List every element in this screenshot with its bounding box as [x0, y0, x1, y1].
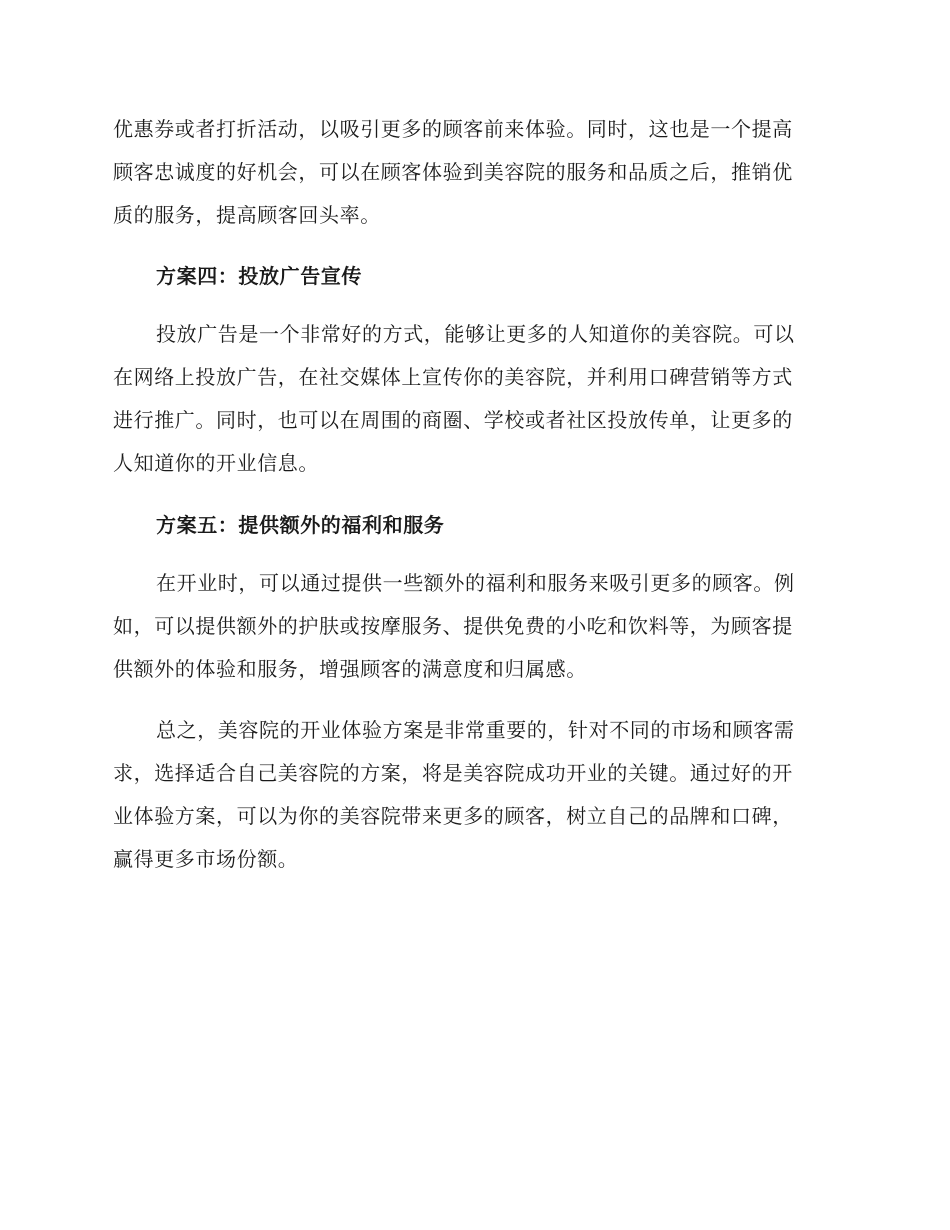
paragraph-line: 总之，美容院的开业体验方案是非常重要的，针对不同的市场和顾客需 — [156, 718, 795, 742]
heading-plan-five: 方案五：提供额外的福利和服务 — [156, 513, 445, 537]
paragraph-line: 质的服务，提高顾客回头率。 — [113, 203, 381, 227]
paragraph-line: 如，可以提供额外的护肤或按摩服务、提供免费的小吃和饮料等，为顾客提 — [113, 614, 793, 638]
paragraph-conclusion — [113, 709, 833, 881]
paragraph-line: 投放广告是一个非常好的方式，能够让更多的人知道你的美容院。可以 — [156, 322, 795, 346]
paragraph-line: 进行推广。同时，也可以在周围的商圈、学校或者社区投放传单，让更多的 — [113, 408, 793, 432]
paragraph-line: 赢得更多市场份额。 — [113, 847, 299, 871]
paragraph-line: 供额外的体验和服务，增强顾客的满意度和归属感。 — [113, 657, 587, 681]
paragraph-line: 业体验方案，可以为你的美容院带来更多的顾客，树立自己的品牌和口碑， — [113, 804, 793, 828]
heading-plan-four: 方案四：投放广告宣传 — [156, 264, 362, 288]
paragraph-extra-benefits — [113, 562, 833, 691]
paragraph-advertising — [113, 313, 833, 485]
paragraph-line: 在网络上投放广告，在社交媒体上宣传你的美容院，并利用口碑营销等方式 — [113, 365, 793, 389]
paragraph-line: 优惠券或者打折活动，以吸引更多的顾客前来体验。同时，这也是一个提高 — [113, 117, 793, 141]
paragraph-line: 人知道你的开业信息。 — [113, 451, 319, 475]
paragraph-line: 顾客忠诚度的好机会，可以在顾客体验到美容院的服务和品质之后，推销优 — [113, 160, 793, 184]
paragraph-line: 求，选择适合自己美容院的方案，将是美容院成功开业的关键。通过好的开 — [113, 761, 793, 785]
paragraph-coupon-continuation — [113, 108, 833, 237]
paragraph-line: 在开业时，可以通过提供一些额外的福利和服务来吸引更多的顾客。例 — [156, 571, 795, 595]
